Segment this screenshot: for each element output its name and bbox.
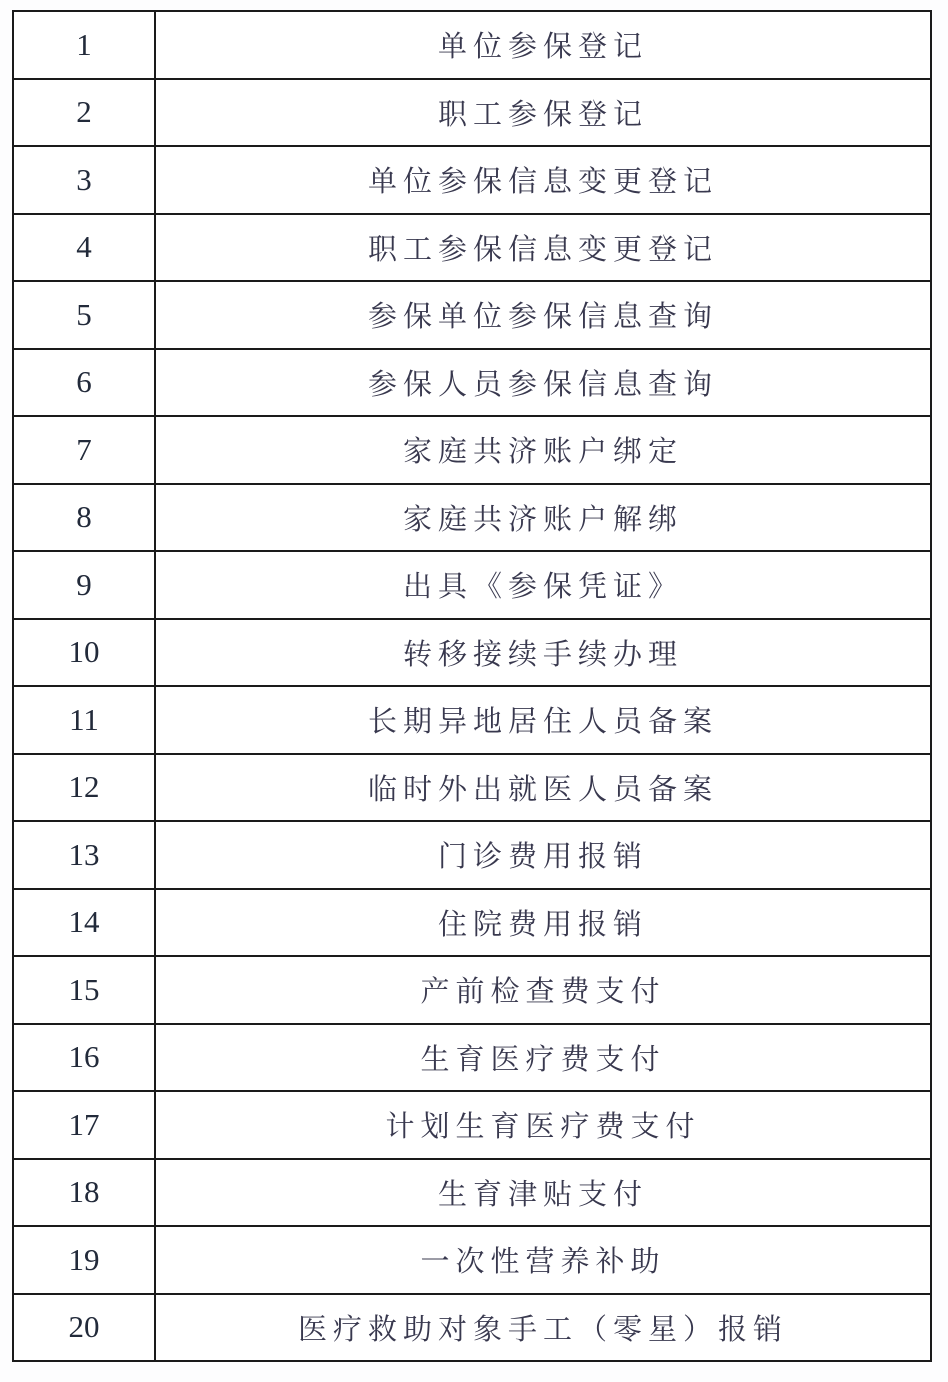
row-number-cell: 11: [13, 686, 155, 754]
service-name-cell: 出具《参保凭证》: [155, 551, 931, 619]
service-name-cell: 单位参保信息变更登记: [155, 146, 931, 214]
row-number-cell: 14: [13, 889, 155, 957]
row-number-cell: 19: [13, 1226, 155, 1294]
table-row: [13, 349, 931, 417]
row-number-cell: 10: [13, 619, 155, 687]
row-number-cell: 3: [13, 146, 155, 214]
table-row: [13, 1024, 931, 1092]
service-name-cell: 临时外出就医人员备案: [155, 754, 931, 822]
service-name-cell: 转移接续手续办理: [155, 619, 931, 687]
row-number-cell: 5: [13, 281, 155, 349]
table-row: [13, 1091, 931, 1159]
row-number-cell: 4: [13, 214, 155, 282]
service-name-cell: 单位参保登记: [155, 11, 931, 79]
row-number-cell: 12: [13, 754, 155, 822]
row-number-cell: 16: [13, 1024, 155, 1092]
service-name-cell: 职工参保信息变更登记: [155, 214, 931, 282]
service-name-cell: 家庭共济账户绑定: [155, 416, 931, 484]
row-number-cell: 17: [13, 1091, 155, 1159]
service-table-body: [13, 11, 931, 1361]
table-row: [13, 754, 931, 822]
row-number-cell: 8: [13, 484, 155, 552]
table-row: [13, 821, 931, 889]
row-number-cell: 15: [13, 956, 155, 1024]
service-name-cell: 医疗救助对象手工（零星）报销: [155, 1294, 931, 1362]
table-row: [13, 281, 931, 349]
table-row: [13, 1226, 931, 1294]
service-name-cell: 住院费用报销: [155, 889, 931, 957]
row-number-cell: 18: [13, 1159, 155, 1227]
table-row: [13, 889, 931, 957]
row-number-cell: 9: [13, 551, 155, 619]
service-name-cell: 职工参保登记: [155, 79, 931, 147]
service-name-cell: 参保单位参保信息查询: [155, 281, 931, 349]
table-row: [13, 1294, 931, 1362]
service-name-cell: 长期异地居住人员备案: [155, 686, 931, 754]
table-row: [13, 619, 931, 687]
service-name-cell: 门诊费用报销: [155, 821, 931, 889]
service-name-cell: 生育津贴支付: [155, 1159, 931, 1227]
table-row: [13, 484, 931, 552]
table-row: [13, 11, 931, 79]
service-name-cell: 一次性营养补助: [155, 1226, 931, 1294]
table-row: [13, 79, 931, 147]
service-list-table: [12, 10, 932, 1362]
row-number-cell: 13: [13, 821, 155, 889]
table-row: [13, 551, 931, 619]
service-name-cell: 产前检查费支付: [155, 956, 931, 1024]
table-row: [13, 1159, 931, 1227]
service-name-cell: 家庭共济账户解绑: [155, 484, 931, 552]
table-row: [13, 416, 931, 484]
row-number-cell: 7: [13, 416, 155, 484]
row-number-cell: 6: [13, 349, 155, 417]
row-number-cell: 2: [13, 79, 155, 147]
table-row: [13, 686, 931, 754]
service-name-cell: 参保人员参保信息查询: [155, 349, 931, 417]
service-name-cell: 计划生育医疗费支付: [155, 1091, 931, 1159]
table-row: [13, 214, 931, 282]
service-name-cell: 生育医疗费支付: [155, 1024, 931, 1092]
table-row: [13, 956, 931, 1024]
table-row: [13, 146, 931, 214]
row-number-cell: 1: [13, 11, 155, 79]
row-number-cell: 20: [13, 1294, 155, 1362]
